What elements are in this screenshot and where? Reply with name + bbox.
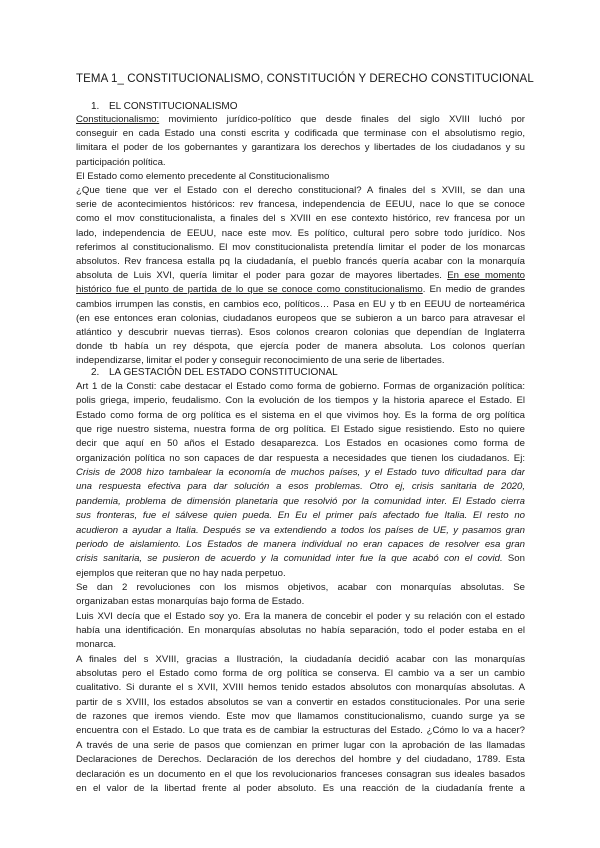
- line-text: referimos al constitucionalismo. El mov constitucionalista pretendía limitar el poder de los monarcas: [76, 241, 525, 253]
- underlined-text: Constitucionalismo:: [76, 114, 160, 125]
- line-text: donde tb había un rey déspota, que ejercía poder de manera absoluta. Los colonos querían: [76, 341, 525, 353]
- section-1-title: EL CONSTITUCIONALISMO: [109, 101, 238, 112]
- text-line: [76, 326, 525, 339]
- text-line: [76, 156, 525, 169]
- line-text: atlántico y descubrir nuevas tierras). Esos colonos crearon colonias que dependían de Inglaterra: [76, 327, 525, 338]
- text-line: [76, 269, 525, 282]
- text-line: [76, 509, 525, 522]
- text-line: [76, 354, 525, 367]
- text-line: [76, 610, 525, 623]
- line-text: declaración es un documento en el que los revolucionarios franceses consagran sus ideales basados: [76, 768, 525, 780]
- line-text: encuentra con el Estado. Lo que trata es de cambiar la estructuras del Estado. ¿Cómo lo va a hacer?: [76, 725, 525, 737]
- line-text: ¿Que tiene que ver el Estado con el derecho constitucional? A finales del s XVIII, se dan una: [76, 185, 525, 196]
- line-text: lado, independencia de EEUU, nace este mov. Es político, cultural pero sobre todo jurídico. Nos: [76, 227, 525, 239]
- text-line: [76, 466, 525, 479]
- line-text: (en ese entonces eran colonias, ciudadanos europeos que se subieron a un barco para atravesar el: [76, 312, 525, 324]
- text-line: [76, 595, 525, 608]
- line-text: en el valor de la libertad frente al poder absoluto. Es una reacción de la ciudadanía frente a: [76, 782, 525, 794]
- line-text: movimiento jurídico-político que desde finales del siglo XVIII luchó por: [159, 114, 525, 125]
- text-line: [76, 298, 525, 311]
- line-text: El Estado como elemento precedente al Constitucionalismo: [76, 170, 330, 182]
- text-line: [76, 782, 525, 795]
- line-text: participación política.: [76, 156, 166, 168]
- line-text: polis griega, imperio, feudalismo. Con la evolución de los tiempos y la historia aparece el Estado. El: [76, 395, 525, 407]
- line-text: organizaban estas monarquías bajo forma de Estado.: [76, 596, 305, 608]
- section-1-heading: [91, 101, 238, 112]
- line-text: absolutos. Rev francesa estalla pq la ciudadanía, el pueblo francés quería acabar con la monarquía: [76, 256, 525, 267]
- line-text: de razones que iremos viendo. Este mov que llamamos constitucionalismo, cuando surge ya se: [76, 711, 525, 722]
- line-text: ejemplos que reiteran que no hay nada perpetuo.: [76, 567, 286, 579]
- text-line: [76, 141, 525, 154]
- text-line: [76, 198, 525, 211]
- text-line: [76, 452, 525, 465]
- italic-text: una respuesta efectiva para dar solución a esos problemas. Otro ej, crisis sanitaria de 2020,: [76, 481, 525, 493]
- text-line: [76, 423, 525, 436]
- line-text: monarca.: [76, 639, 116, 651]
- underlined-text: histórico fue el punto de partida de lo que se conoce como constitucionalismo: [76, 284, 423, 296]
- text-line: [76, 184, 525, 197]
- text-line: [76, 638, 525, 651]
- line-text: Luis XVI decía que el Estado soy yo. Era la manera de concebir el poder y su relación con el estado: [76, 610, 525, 622]
- line-text: absolutas pero el Estado como forma de org política se conserva. El cambio va a ser un cambio: [76, 668, 525, 679]
- section-2-title: LA GESTACIÓN DEL ESTADO CONSTITUCIONAL: [109, 367, 338, 378]
- text-line: [76, 283, 525, 296]
- line-text: limitara el poder de los gobernantes y garantizara los derechos y libertades de los ciudadanos y su: [76, 142, 525, 154]
- text-line: [76, 653, 525, 666]
- line-text: decir que aquí en 50 años el Estado desaparezca. Los Estados en ocasiones como forma de: [76, 438, 525, 450]
- section-1-number: 1.: [91, 101, 100, 112]
- text-line: [76, 255, 525, 268]
- section-2-number: 2.: [91, 367, 100, 378]
- text-line: [76, 552, 525, 565]
- text-line: [76, 394, 525, 407]
- italic-text: pandemia, problema de dimensión planetaria que resolvió por la comunidad inter. El Estado cierra: [76, 495, 525, 507]
- line-text: A través de una serie de pasos que comienzan en primer lugar con la aprobación de las llamadas: [76, 739, 525, 751]
- text-line: [76, 409, 525, 422]
- text-line: [76, 495, 525, 508]
- document-title: TEMA 1_ CONSTITUCIONALISMO, CONSTITUCIÓN Y DERECHO CONSTITUCIONAL: [76, 73, 534, 85]
- line-text: Son: [502, 553, 525, 565]
- line-text: independizarse, limitar el poder y conseguir reconocimiento de una serie de libertades.: [76, 355, 445, 367]
- line-text: había una identificación. En monarquías absolutas no había separación, todo el poder estaba en el: [76, 625, 525, 636]
- italic-text: acudieron a ayudar a Italia. Después se va extendiendo a todos los países de UE, y pasamos gran: [76, 524, 525, 536]
- text-line: [76, 480, 525, 493]
- line-text: Se dan 2 revoluciones con los mismos objetivos, acabar con monarquías absolutas. Se: [76, 581, 525, 593]
- line-text: Art 1 de la Consti: cabe destacar el Estado como forma de gobierno. Formas de organización política:: [76, 381, 525, 392]
- underlined-text: En ese momento: [447, 270, 525, 282]
- line-text: cualitativo. Si durante el s XVII, XVIII hemos tenido estados absolutos con monarquías absolutas. A: [76, 682, 525, 694]
- text-line: [76, 724, 525, 737]
- text-line: [76, 524, 525, 537]
- italic-text: sus fronteras, fue el sálvese quien pueda. En Eu el primer país afectado fue Italia. El resto no: [76, 510, 525, 522]
- line-text: organización política no son capaces de dar respuesta a necesidades que tienen los ciudadanos. Ej:: [76, 452, 525, 464]
- line-text: como el mov constitucionalista, a finales del s XVIII en ese contexto histórico, rev francesa por un: [76, 213, 525, 225]
- text-line: [76, 739, 525, 752]
- line-text: Estado como forma de org política es el sistema en el que vivimos hoy. Es la forma de org política: [76, 409, 525, 421]
- line-text: partir de s XVIII, los estados absolutos se van a convertir en estados constitucionales. Por una serie: [76, 696, 525, 708]
- italic-text: periodo de aislamiento. Los Estados de manera individual no eran capaces de resolver esa gran: [76, 538, 525, 550]
- text-line: [76, 340, 525, 353]
- text-line: [76, 581, 525, 594]
- text-line: [76, 170, 525, 183]
- text-line: [76, 212, 525, 225]
- line-text: absoluta de Luis XVI, quería limitar el poder para gozar de mayores libertades.: [76, 270, 448, 282]
- line-text: Declaraciones de Derechos. Declaración de los derechos del hombre y del ciudadano, 1789. Esta: [76, 754, 525, 766]
- text-line: [76, 667, 525, 680]
- text-line: [76, 380, 525, 393]
- line-text: . En medio de grandes: [422, 284, 525, 296]
- text-line: [76, 710, 525, 723]
- text-line: [76, 312, 525, 325]
- text-line: [76, 437, 525, 450]
- line-text: cambios irrumpen las constis, en cambios eco, políticos… Pasa en EU y tb en EEUU de norteamérica: [76, 298, 525, 310]
- text-line: [76, 127, 525, 140]
- section-2-heading: [91, 367, 338, 378]
- line-text: serie de acontecimientos históricos: rev francesa, independencia de EEUU, nace lo que se conoce: [76, 199, 525, 211]
- text-line: [76, 624, 525, 637]
- text-line: [76, 753, 525, 766]
- text-line: [76, 768, 525, 781]
- italic-text: crisis sanitaria, se pusieron de acuerdo y la comunidad inter fue la que acabó con el covid.: [76, 553, 503, 565]
- line-text: que rige nuestro sistema, nuestra forma de org política. El Estado sigue resistiendo. Esto no quiere: [76, 424, 525, 436]
- text-line: [76, 538, 525, 551]
- text-line: [76, 696, 525, 709]
- text-line: [76, 227, 525, 240]
- text-line: [76, 681, 525, 694]
- text-line: [76, 113, 525, 126]
- line-text: conseguir en cada Estado una consti escrita y codificada que terminase con el absolutismo regio,: [76, 128, 525, 140]
- line-text: A finales del s XVIII, gracias a Ilustración, la ciudadanía decidió acabar con las monarquías: [76, 653, 525, 665]
- text-line: [76, 241, 525, 254]
- italic-text: Crisis de 2008 hizo tambalear la economía de muchos países, y el Estado tuvo dificultad para dar: [76, 467, 525, 479]
- text-line: [76, 567, 525, 580]
